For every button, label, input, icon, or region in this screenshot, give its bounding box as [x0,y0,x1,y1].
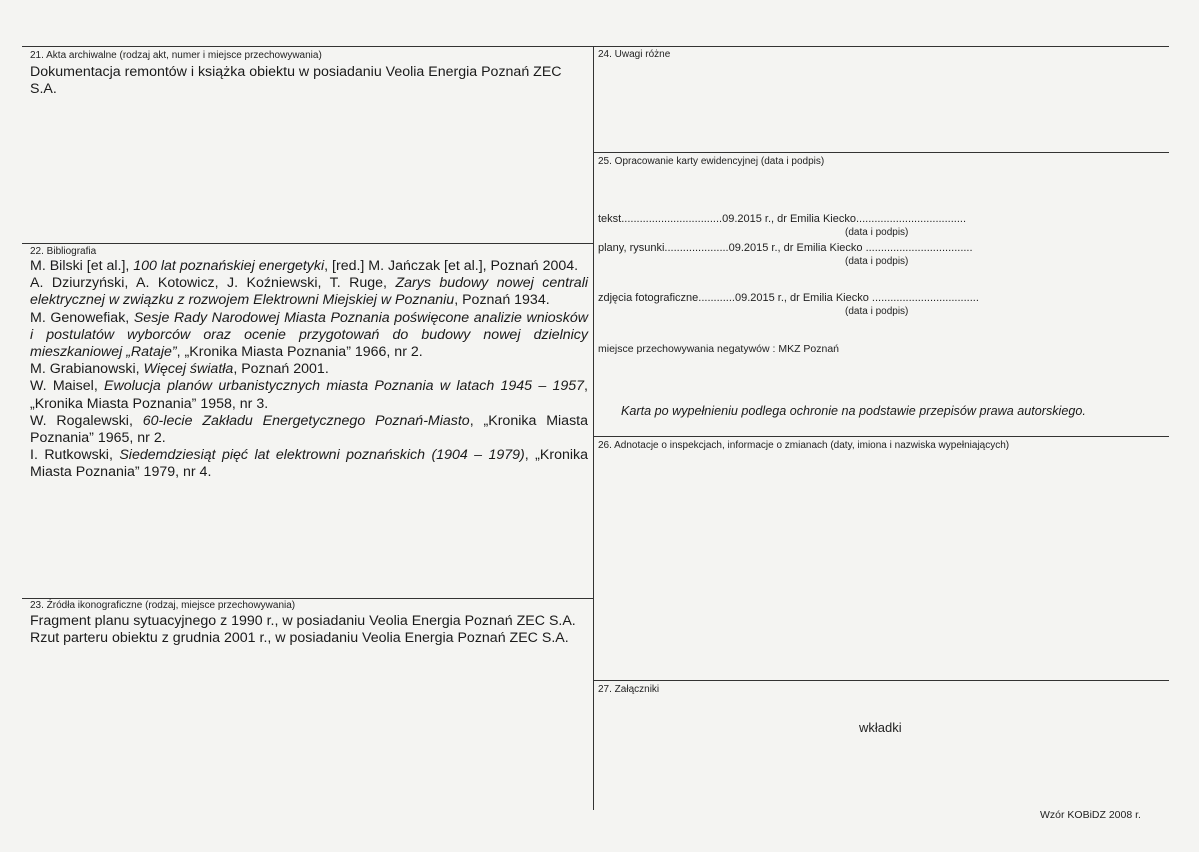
bibliography-author: M. Genowefiak, [30,309,134,326]
bibliography-author: W. Rogalewski, [30,412,143,429]
iconography-item: Rzut parteru obiektu z grudnia 2001 r., w posiadaniu Veolia Energia Poznań ZEC S.A. [30,630,569,647]
bibliography-publication: , [red.] M. Jańczak [et al.], Poznań 2004. [324,258,579,274]
rule-27 [593,680,1169,681]
credit-row-drawings-caption: (data i podpis) [845,256,909,267]
bibliography-entry [30,310,588,362]
section-24-label: 24. Uwagi różne [598,49,671,60]
bibliography-title: 100 lat poznańskiej energetyki [133,258,325,274]
bibliography-entry [30,378,588,412]
bibliography-title: Więcej światła [143,361,234,378]
section-21-label: 21. Akta archiwalne (rodzaj akt, numer i miejsce przechowywania) [30,50,322,61]
bibliography-author: A. Dziurzyński, A. Kotowicz, J. Koźniewski, T. Ruge, [30,275,396,292]
iconography-item: Fragment planu sytuacyjnego z 1990 r., w posiadaniu Veolia Energia Poznań ZEC S.A. [30,613,576,629]
bibliography-title: Zarys budowy nowej centrali elektrycznej w związku z rozwojem Elektrowni Miejskiej w Poznaniu [30,275,588,309]
bibliography-publication: , Poznań 1934. [454,292,550,309]
bibliography-entry [30,275,588,309]
bibliography-author: M. Grabianowski, [30,361,144,378]
bibliography-author: I. Rutkowski, [30,447,120,464]
bibliography-title: Ewolucja planów urbanistycznych miasta Poznania w latach 1945 – 1957 [104,378,585,395]
bibliography-author: W. Maisel, [30,378,105,395]
copyright-note: Karta po wypełnieniu podlega ochronie na podstawie przepisów prawa autorskiego. [621,404,1086,418]
bibliography-entry [30,413,588,447]
section-26-label: 26. Adnotacje o inspekcjach, informacje o zmianach (daty, imiona i nazwiska wypełniających) [598,440,1010,451]
bibliography-publication: , „Kronika Miasta Poznania” 1958, nr 3. [30,378,588,412]
bibliography-list [30,258,588,482]
credit-row-text: tekst.................................09.2015 r., dr Emilia Kiecko.................................... [598,213,967,225]
bibliography-author: M. Bilski [et al.], [30,258,134,274]
bibliography-title: Siedemdziesiąt pięć lat elektrowni poznańskich (1904 – 1979) [119,447,525,464]
credit-row-photos: zdjęcia fotograficzne............09.2015 r., dr Emilia Kiecko ................................... [598,292,979,304]
rule-23 [22,598,593,599]
rule-25 [593,152,1169,153]
bibliography-publication: , Poznań 2001. [233,361,329,378]
bibliography-publication: , „Kronika Miasta Poznania” 1966, nr 2. [176,344,423,361]
attachments-value: wkładki [859,720,902,735]
credit-row-photos-caption: (data i podpis) [845,306,909,317]
section-25-label: 25. Opracowanie karty ewidencyjnej (data i podpis) [598,156,825,167]
bibliography-entry [30,258,588,275]
top-rule [22,46,1169,47]
iconography-list [30,613,588,647]
bibliography-title: 60-lecie Zakładu Energetycznego Poznań-Miasto [142,412,470,429]
credit-row-text-caption: (data i podpis) [845,227,909,238]
bibliography-entry [30,361,588,378]
bibliography-entry [30,447,588,481]
section-21-text: Dokumentacja remontów i książka obiektu w posiadaniu Veolia Energia Poznań ZEC S.A. [30,64,562,98]
form-template-footer: Wzór KOBiDZ 2008 r. [1040,809,1141,821]
bibliography-publication: , „Kronika Miasta Poznania” 1979, nr 4. [30,447,588,481]
credit-row-drawings: plany, rysunki.....................09.2015 r., dr Emilia Kiecko ................................... [598,242,973,254]
rule-22 [22,243,593,244]
section-27-label: 27. Załączniki [598,684,660,695]
bibliography-title: Sesje Rady Narodowej Miasta Poznania poświęcone analizie wniosków i postulatów wyborców oraz ocenie przygotowań do budowy nowej dzielnicy mieszkaniowej „Rataje” [30,309,588,361]
rule-26 [593,436,1169,437]
section-22-label: 22. Bibliografia [30,246,97,257]
section-23-label: 23. Źródła ikonograficzne (rodzaj, miejsce przechowywania) [30,600,296,611]
bibliography-publication: , „Kronika Miasta Poznania” 1965, nr 2. [30,412,588,447]
negatives-location: miejsce przechowywania negatywów : MKZ Poznań [598,343,840,355]
column-divider [593,46,594,810]
